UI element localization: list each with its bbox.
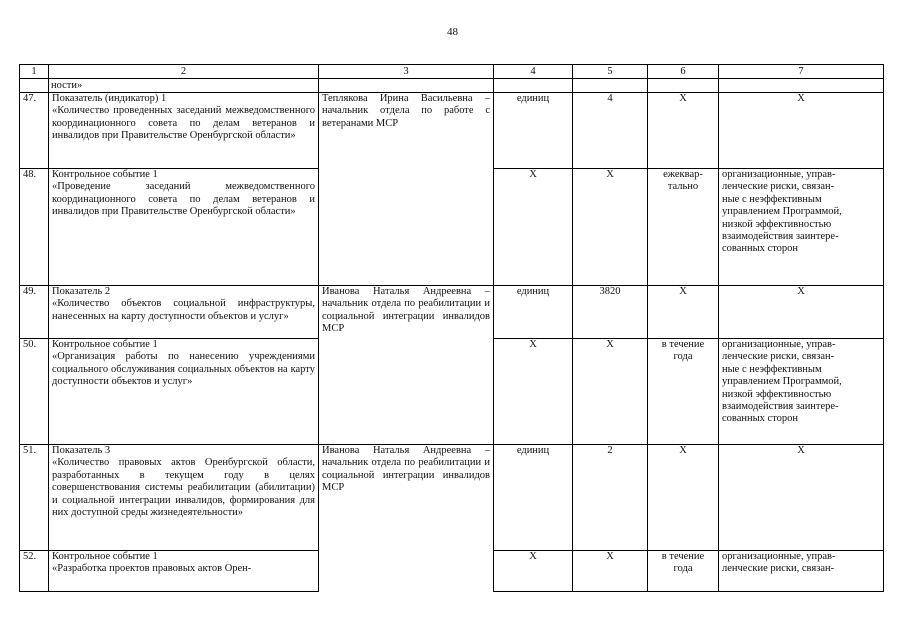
header-cell: 2	[49, 65, 319, 79]
continuation-text: ности»	[49, 79, 319, 93]
row-description-title: Показатель 3	[52, 445, 111, 456]
row-number: 49.	[20, 286, 49, 339]
row-unit: Х	[494, 551, 573, 592]
row-description-title: Контрольное событие 1	[52, 169, 158, 180]
row-unit: Х	[494, 169, 573, 286]
page-number: 48	[447, 26, 458, 38]
row-description-title: Контрольное событие 1	[52, 339, 158, 350]
row-description-title: Показатель 2	[52, 286, 111, 297]
row-value: 2	[573, 445, 648, 551]
row-description-text: «Организация работы по нанесению учреждениями социального обслуживания социальных объектов на карту доступности объектов и услуг»	[52, 351, 315, 388]
row-value: 4	[573, 93, 648, 169]
row-description-text: «Количество объектов социальной инфраструктуры, нанесенных на карту доступности объектов и услуг»	[52, 298, 315, 322]
row-responsible: Теплякова Ирина Васильевна – начальник отдела по работе с ветеранами МСР	[319, 93, 494, 286]
header-cell: 3	[319, 65, 494, 79]
row-description-title: Показатель (индикатор) 1	[52, 93, 167, 104]
table-row	[20, 445, 884, 551]
row-description	[49, 169, 319, 286]
row-unit: единиц	[494, 93, 573, 169]
row-description-text: «Количество правовых актов Оренбургской области, разработанных в текущем году в целях совершенствования системы реабилитации (абилитации) и социальной интеграции инвалидов, формирования для них доступной среды жизнедеятельности»	[52, 457, 315, 519]
row-number: 51.	[20, 445, 49, 551]
row-unit: единиц	[494, 286, 573, 339]
continuation-row	[20, 79, 884, 93]
row-description-title: Контрольное событие 1	[52, 551, 158, 562]
row-description	[49, 551, 319, 592]
row-description	[49, 445, 319, 551]
row-period: ежеквар- тально	[648, 169, 719, 286]
row-number: 52.	[20, 551, 49, 592]
row-number: 47.	[20, 93, 49, 169]
row-value: Х	[573, 551, 648, 592]
row-description-text: «Проведение заседаний межведомственного координационного совета по делам ветеранов и инвалидов при Правительстве Оренбургской области»	[52, 181, 315, 218]
row-period: в течение года	[648, 551, 719, 592]
header-cell: 7	[719, 65, 884, 79]
row-unit: Х	[494, 339, 573, 445]
row-description-text: «Количество проведенных заседаний межведомственного координационного совета по делам ветеранов и инвалидов при Правительстве Оренбургской области»	[52, 105, 315, 142]
row-value: 3820	[573, 286, 648, 339]
row-description	[49, 93, 319, 169]
header-cell: 5	[573, 65, 648, 79]
table-row	[20, 286, 884, 339]
header-cell: 6	[648, 65, 719, 79]
row-unit: единиц	[494, 445, 573, 551]
table-row	[20, 93, 884, 169]
row-period: Х	[648, 445, 719, 551]
row-risks: Х	[719, 93, 884, 169]
row-period: Х	[648, 93, 719, 169]
row-number: 50.	[20, 339, 49, 445]
row-risks: организационные, управ- ленческие риски, связан- ные с неэффективным управлением Программой, низкой эффективностью взаимодействия заинтере- сованных сторон	[719, 169, 884, 286]
header-cell: 4	[494, 65, 573, 79]
row-description	[49, 286, 319, 339]
row-value: Х	[573, 169, 648, 286]
row-description-text: «Разработка проектов правовых актов Орен-	[52, 563, 252, 575]
row-period: Х	[648, 286, 719, 339]
plan-table	[19, 64, 884, 592]
row-period: в течение года	[648, 339, 719, 445]
row-risks: Х	[719, 445, 884, 551]
table-header-row	[20, 65, 884, 79]
row-risks: организационные, управ- ленческие риски, связан-	[719, 551, 884, 592]
row-risks: Х	[719, 286, 884, 339]
row-value: Х	[573, 339, 648, 445]
row-risks: организационные, управ- ленческие риски, связан- ные с неэффективным управлением Программой, низкой эффективностью взаимодействия заинтере- сованных сторон	[719, 339, 884, 445]
row-responsible: Иванова Наталья Андреевна – начальник отдела по реабилитации и социальной интеграции инвалидов МСР	[319, 445, 494, 592]
row-description	[49, 339, 319, 445]
row-number: 48.	[20, 169, 49, 286]
row-responsible: Иванова Наталья Андреевна – начальник отдела по реабилитации и социальной интеграции инвалидов МСР	[319, 286, 494, 445]
header-cell: 1	[20, 65, 49, 79]
